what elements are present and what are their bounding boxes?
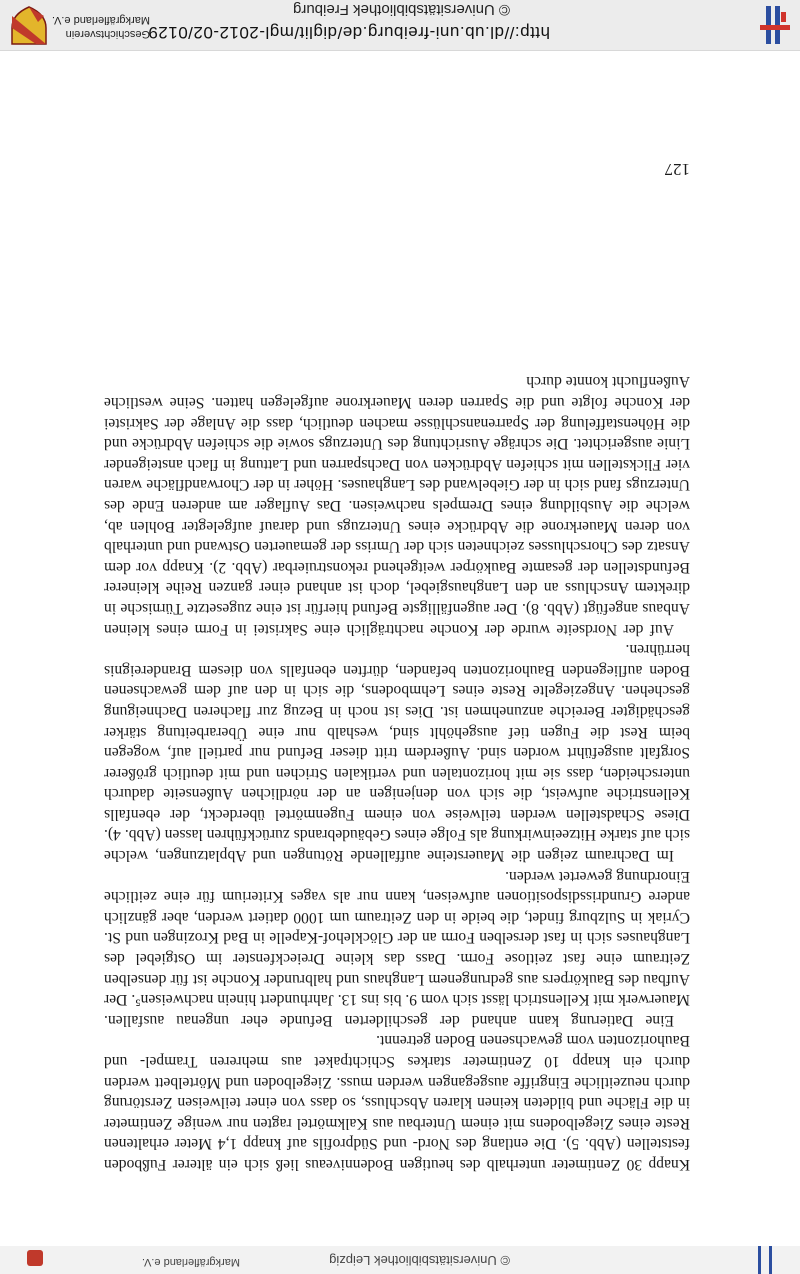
- society-logo-icon: [27, 1250, 43, 1266]
- leipzig-copyright-text: © Universitätsbibliothek Leipzig: [329, 1253, 510, 1268]
- society-name-line2: Markgräflerland e.V.: [51, 14, 150, 26]
- coat-of-arms-icon: [10, 6, 48, 46]
- footer-bar: [0, 0, 800, 51]
- ub-freiburg-logo-icon: [750, 0, 800, 50]
- paragraph-1: Knapp 30 Zentimeter unterhalb des heutigen Bodenniveaus ließ sich ein älterer Fußboden feststellen (Abb. 5). Die entlang des Nord- und Südprofils auf knapp 1,4 Meter erhaltenen Reste eines Ziegelbodens mit einem Unterbau aus Kalkmörtel ragten nur wenige Zentimeter in die Fläche und bildeten keinen klaren Abschluss, so dass von einer teilweisen Zerstörung durch neuzeitliche Eingriffe ausgegangen werden muss. Ziegelboden und Mörtelbett werden durch ein knapp 10 Zentimeter starkes Schichtpaket aus mehreren Trampel- und Bauhorizonten vom gewachsenen Boden getrennt.: [104, 1032, 690, 1173]
- leipzig-header-band: [0, 1246, 800, 1274]
- society-name-line1: Geschichtsverein: [65, 28, 150, 40]
- ub-leipzig-logo-icon: [758, 1246, 772, 1274]
- header-society-text: Markgräflerland e.V.: [141, 1256, 240, 1268]
- copyright-text: © Universitätsbibliothek Freiburg: [293, 1, 510, 18]
- paragraph-2: Eine Datierung kann anhand der geschilderten Befunde eher ungenau ausfallen. Mauerwerk mit Kellenstrich lässt sich vom 9. bis ins 13. Jahrhundert hinein nachweisen⁵. Der Aufbau des Baukörpers aus gedrungenem Langhaus und halbrunder Konche ist für denselben Zeitraum eine fast zeitlose Form. Dass das kleine Dreieckfenster im Ostgiebel des Langhauses sich in fast derselben Form an der Glöcklehof-Kapelle in Bad Krozingen und St. Cyriak in Sulzburg findet, die beide in den Zeitraum um 1000 datiert werden, aber gänzlich andere Grundrissdispositionen aufweisen, kann nur als vages Kriterium für eine zeitliche Einordnung gewertet werden.: [104, 867, 690, 1029]
- page-number: 127: [664, 160, 690, 179]
- paragraph-4: Auf der Nordseite wurde der Konche nachträglich eine Sakristei in Form eines kleinen Anbaus angefügt (Abb. 8). Der augenfälligste Befund hierfür ist eine zugesetzte Türnische in direktem Anschluss an den Langhausgiebel, doch ist anhand einer ganzen Reihe kleinerer Befundstellen der gesamte Baukörper weitgehend rekonstruierbar (Abb. 2). Knapp vor dem Ansatz des Chorschlusses zeichneten sich der Umriss der gemauerten Ostwand und unterhalb von deren Mauerkrone die Abdrücke eines Unterzugs und darauf aufgelegter Bohlen ab, welche die Ausbildung eines Drempels nachweisen. Das Auflager am anderen Ende des Unterzugs fand sich in der Giebelwand des Langhauses. Höher in der Chorwandfläche waren vier Flickstellen mit schiefen Abdrücken von Dachsparren und Lattung in flach ansteigender Linie ausgerichtet. Die schräge Ausrichtung des Unterzugs sowie die schiefen Abdrücke und die Höhenstaffelung der Sparrenanschlüsse machen deutlich, dass die Anlage der Sakristei der Konche folgte und die Sparren deren Mauerkrone aufgelegen hatten. Seine westliche Außenflucht konnte durch: [104, 373, 690, 638]
- paragraph-3: Im Dachraum zeigen die Mauersteine auffallende Rötungen und Abplatzungen, welche sich auf starke Hitzeeinwirkung als Folge eines Gebäudebrands zurückführen lassen (Abb. 4). Diese Schadstellen werden teilweise von einem Fugenmörtel überdeckt, der ebenfalls Kellenstriche aufweist, die sich von denjenigen an der nördlichen Außenseite dadurch unterscheiden, dass sie mit horizontalen und vertikalen Strichen und mit deutlich größerer Sorgfalt ausgeführt worden sind. Außerdem tritt dieser Befund nur partiell auf, wogegen beim Rest die Fugen tief ausgehöhlt sind, weshalb nur eine Überarbeitung stärker geschädigter Bereiche anzunehmen ist. Dies ist noch in Bezug zur flacheren Dachneigung geschehen. Angeziegelte Reste eines Lehmbodens, die sich in den auf dem gewachsenen Boden aufliegenden Bauhorizonten befanden, dürften ebenfalls von diesem Brandereignis herrühren.: [104, 641, 690, 865]
- document-body: [104, 371, 690, 1174]
- document-url[interactable]: http://dl.ub.uni-freiburg.de/diglit/mgl-2012-02/0129: [147, 23, 550, 42]
